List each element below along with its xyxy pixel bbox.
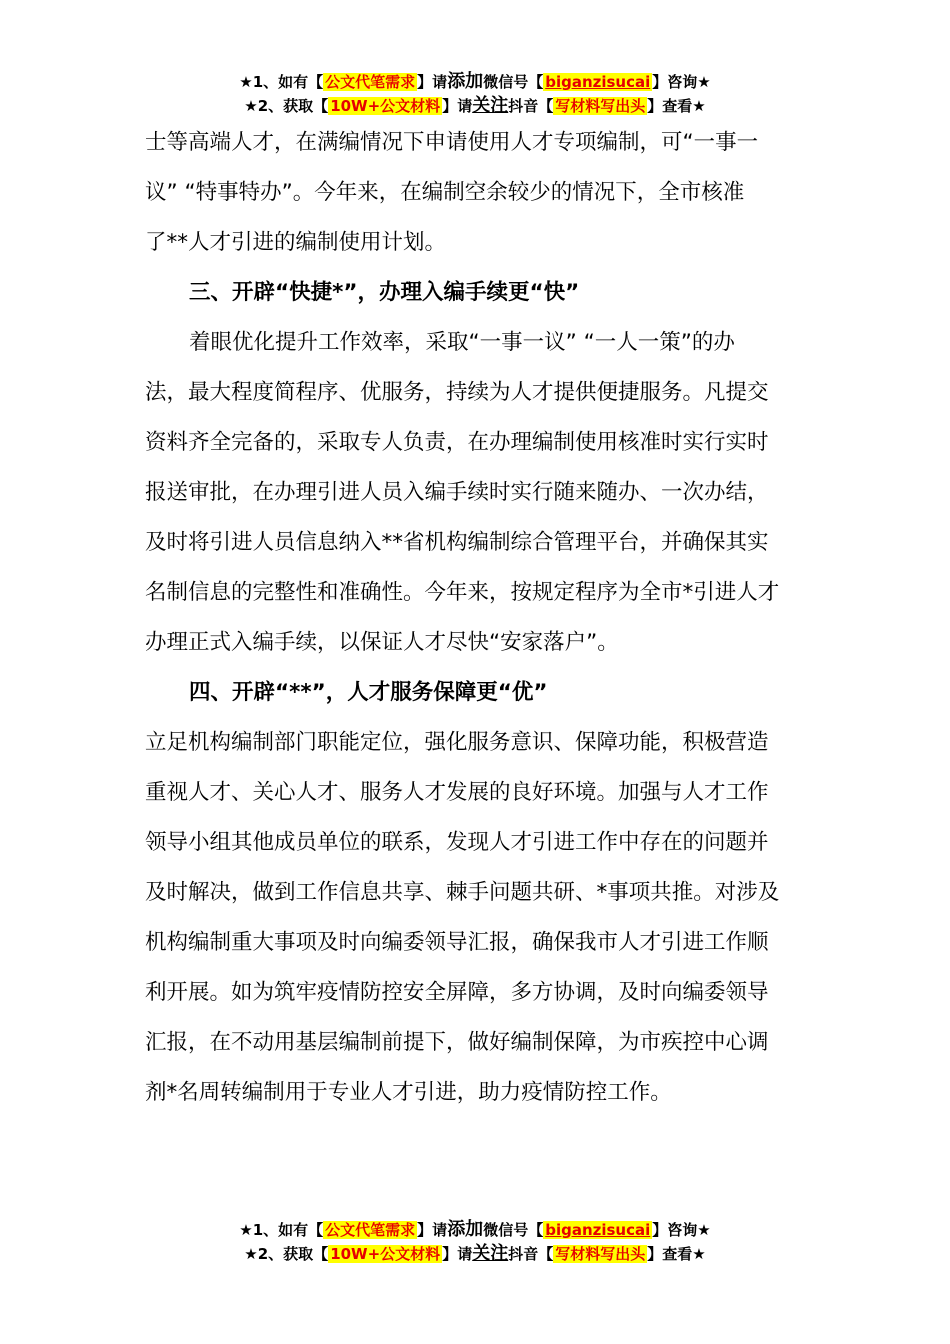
promo-text: ★1、如有【 [239,1221,324,1239]
promo-line-1 [0,70,950,94]
paragraph-line: 汇报，在不动用基层编制前提下，做好编制保障，为市疾控中心调 [145,1030,769,1055]
promo-text: 】请 [442,1245,473,1263]
paragraph-line: 议” “特事特办”。今年来，在编制空余较少的情况下，全市核准 [145,180,745,205]
promo-text: ★1、如有【 [239,73,324,91]
wechat-id-highlight: biganzisucai [545,1221,651,1239]
promo-text: ★2、获取【 [244,1245,329,1263]
douyin-account-highlight: 写材料写出头 [555,97,646,115]
promo-text: 微信号【 [483,73,544,91]
paragraph-line: 重视人才、关心人才、服务人才发展的良好环境。加强与人才工作 [145,780,769,805]
section-heading-4: 四、开辟“**”，人才服务保障更“优” [189,680,548,705]
paragraph-line: 办理正式入编手续，以保证人才尽快“安家落户”。 [145,630,619,655]
promo-line-2 [0,94,950,118]
paragraph-line: 资料齐全完备的，采取专人负责，在办理编制使用核准时实行实时 [145,430,769,455]
paragraph-line: 机构编制重大事项及时向编委领导汇报，确保我市人才引进工作顺 [145,930,769,955]
promo-emphasis: 关注 [472,1243,509,1264]
paragraph-line: 及时解决，做到工作信息共享、棘手问题共研、*事项共推。对涉及 [145,880,780,905]
paragraph-line: 立足机构编制部门职能定位，强化服务意识、保障功能，积极营造 [145,730,769,755]
highlight-service: 公文代笔需求 [325,1221,416,1239]
promo-line-1 [0,1218,950,1242]
promo-emphasis: 添加 [447,1219,484,1240]
paragraph-line: 着眼优化提升工作效率，采取“一事一议” “一人一策”的办 [189,330,735,355]
paragraph-line: 法，最大程度简程序、优服务，持续为人才提供便捷服务。凡提交 [145,380,769,405]
promo-text: ★2、获取【 [244,97,329,115]
douyin-account-highlight: 写材料写出头 [555,1245,646,1263]
section-heading-3: 三、开辟“快捷*”，办理入编手续更“快” [189,280,580,305]
promo-emphasis: 关注 [472,95,509,116]
promo-text: 】咨询★ [652,1221,711,1239]
wechat-id-highlight: biganzisucai [545,73,651,91]
promo-text: 抖音【 [508,97,554,115]
promo-banner-bottom [0,1218,950,1266]
promo-text: 】请 [417,1221,448,1239]
promo-text: 】查看★ [647,97,706,115]
highlight-materials: 10W+公文材料 [330,97,441,115]
promo-text: 】请 [442,97,473,115]
paragraph-line: 报送审批，在办理引进人员入编手续时实行随来随办、一次办结， [145,480,769,505]
promo-text: 】请 [417,73,448,91]
paragraph-line: 利开展。如为筑牢疫情防控安全屏障，多方协调，及时向编委领导 [145,980,769,1005]
promo-text: 】咨询★ [652,73,711,91]
highlight-materials: 10W+公文材料 [330,1245,441,1263]
promo-banner-top [0,70,950,118]
promo-text: 抖音【 [508,1245,554,1263]
promo-line-2 [0,1242,950,1266]
paragraph-line: 及时将引进人员信息纳入**省机构编制综合管理平台，并确保其实 [145,530,769,555]
paragraph-line: 了**人才引进的编制使用计划。 [145,230,447,255]
paragraph-line: 剂*名周转编制用于专业人才引进，助力疫情防控工作。 [145,1080,672,1105]
paragraph-line: 领导小组其他成员单位的联系，发现人才引进工作中存在的问题并 [145,830,769,855]
highlight-service: 公文代笔需求 [325,73,416,91]
paragraph-line: 士等高端人才，在满编情况下申请使用人才专项编制，可“一事一 [145,130,759,155]
promo-emphasis: 添加 [447,71,484,92]
promo-text: 】查看★ [647,1245,706,1263]
promo-text: 微信号【 [483,1221,544,1239]
paragraph-line: 名制信息的完整性和准确性。今年来，按规定程序为全市*引进人才 [145,580,780,605]
